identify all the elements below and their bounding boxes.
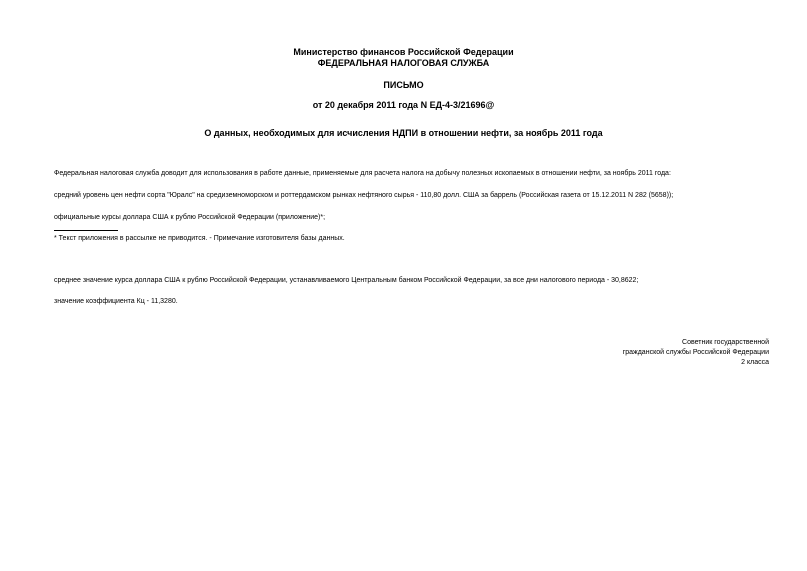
official-rates-paragraph: официальные курсы доллара США к рублю Российской Федерации (приложение)*; xyxy=(54,214,326,221)
document-date-number: от 20 декабря 2011 года N ЕД-4-3/21696@ xyxy=(312,100,495,110)
average-rate-paragraph: среднее значение курса доллара США к рублю Российской Федерации, устанавливаемого Центральным банком Российской Федерации, за все дни налогового периода - 30,8622; xyxy=(54,277,639,284)
urals-price-paragraph: средний уровень цен нефти сорта "Юралс" на средиземноморском и роттердамском рынках нефтяного сырья - 110,80 долл. США за баррель (Российская газета от 15.12.2011 N 282 (5658)); xyxy=(54,192,674,199)
footnote-divider xyxy=(54,230,118,231)
signature-line-1: Советник государственной xyxy=(682,339,769,346)
coefficient-paragraph: значение коэффициента Кц - 11,3280. xyxy=(54,298,178,305)
document-type: ПИСЬМО xyxy=(383,80,424,90)
document-subject: О данных, необходимых для исчисления НДПИ в отношении нефти, за ноябрь 2011 года xyxy=(204,128,603,138)
signature-line-2: гражданской службы Российской Федерации xyxy=(622,349,769,356)
ministry-heading: Министерство финансов Российской Федерации xyxy=(293,47,514,57)
signature-block xyxy=(623,338,769,368)
footnote-text: * Текст приложения в рассылке не приводится. - Примечание изготовителя базы данных. xyxy=(54,235,345,242)
signature-line-3: 2 класса xyxy=(741,359,769,366)
service-heading: ФЕДЕРАЛЬНАЯ НАЛОГОВАЯ СЛУЖБА xyxy=(317,58,490,68)
intro-paragraph: Федеральная налоговая служба доводит для использования в работе данные, применяемые для расчета налога на добычу полезных ископаемых в отношении нефти, за ноябрь 2011 года: xyxy=(54,170,671,177)
